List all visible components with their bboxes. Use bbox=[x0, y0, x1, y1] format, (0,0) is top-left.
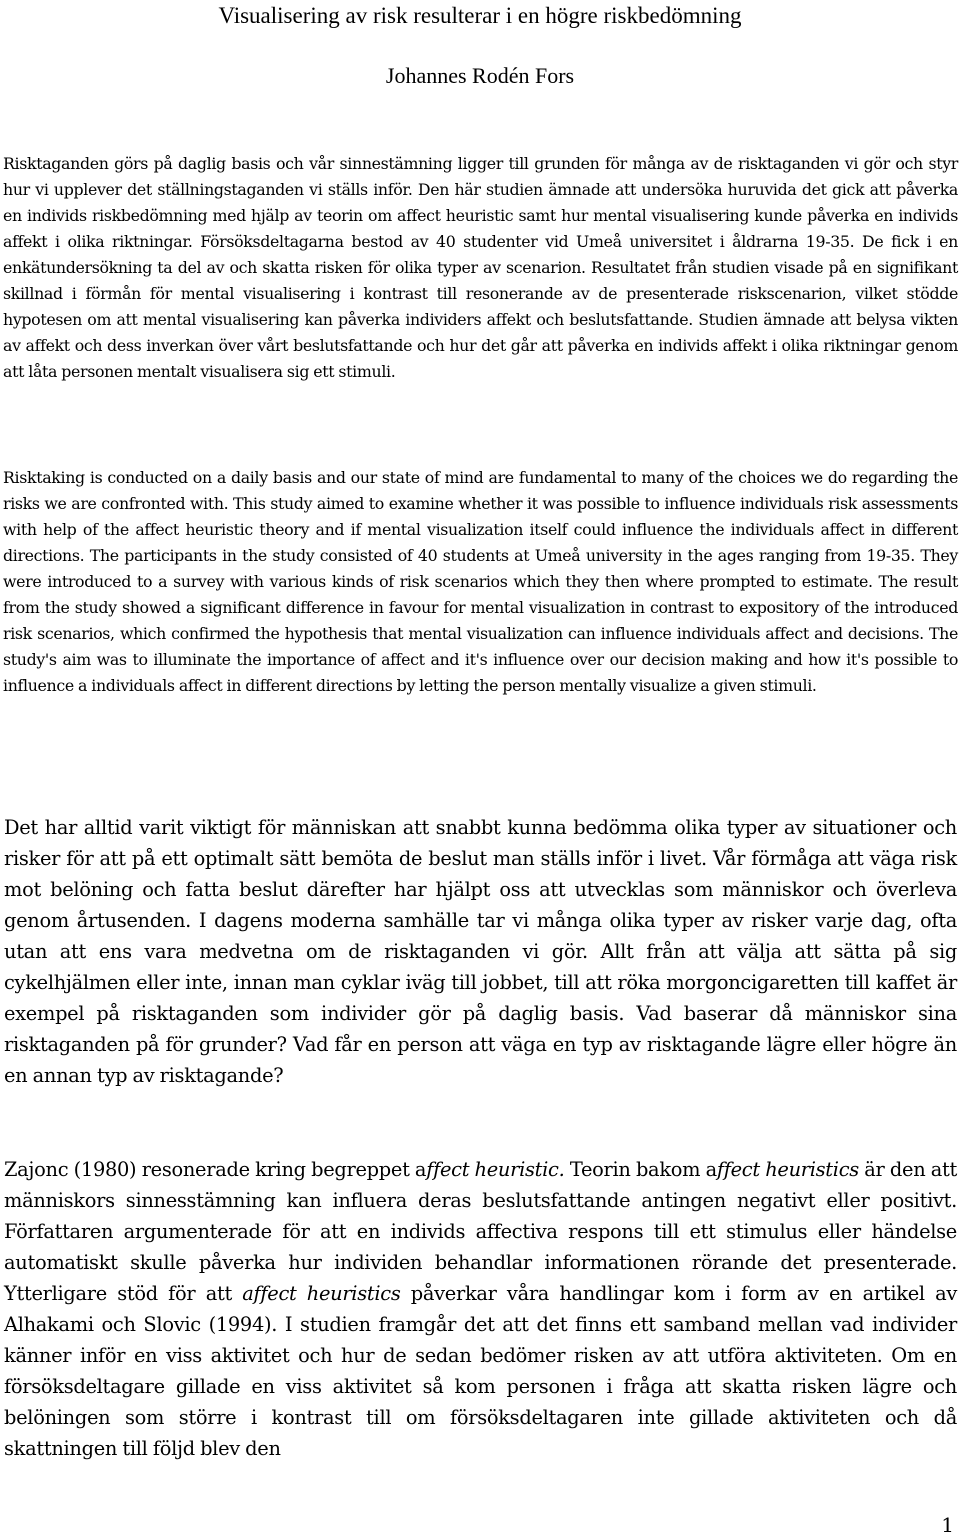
paragraph-text-segment: påverkar våra handlingar kom i form av en artikel av Alhakami och Slovic (1994). I studien framgår det att det finns ett samband mellan vad individer känner inför en viss aktivitet och hur de sedan bedömer risken av att utföra aktiviteten. Om en försöksdeltagare gillade en viss aktivitet så kom personen i fråga att skatta risken lägre och belöningen som större i kontrast till om försöksdeltagaren inte gillade aktiviteten och då skattningen till följd blev den bbox=[4, 1282, 957, 1460]
abstract-english: Risktaking is conducted on a daily basis and our state of mind are fundamental to many of the choices we do regarding the risks we are confronted with. This study aimed to examine whether it was possible to influence individuals risk assessments with help of the affect heuristic theory and if mental visualization itself could influence the individuals affect in different directions. The participants in the study consisted of 40 students at Umeå university in the ages ranging from 19-35. They were introduced to a survey with various kinds of risk scenarios which they then where prompted to estimate. The result from the study showed a significant difference in favour for mental visualization in contrast to expository of the introduced risk scenarios, which confirmed the hypothesis that mental visualization can influence individuals affect and decisions. The study's aim was to illuminate the importance of affect and it's influence over our decision making and how it's possible to influence a individuals affect in different directions by letting the person mentally visualize a given stimuli. bbox=[3, 468, 958, 695]
body-paragraph-intro: Det har alltid varit viktigt för människan att snabbt kunna bedömma olika typer av situationer och risker för att på ett optimalt sätt bemöta de beslut man ställs inför i livet. Vår förmåga att väga risk mot belöning och fatta beslut därefter har hjälpt oss att utvecklas som människor och överleva genom årtusenden. I dagens moderna samhälle tar vi många olika typer av risker varje dag, ofta utan att ens vara medvetna om de risktaganden vi gör. Allt från att välja att sätta på sig cykelhjälmen eller inte, innan man cyklar iväg till jobbet, till att röka morgoncigaretten till kaffet är exempel på risktaganden som individer gör på daglig basis. Vad baserar då människor sina risktaganden på för grunder? Vad får en person att väga en typ av risktagande lägre eller högre än en annan typ av risktagande? bbox=[4, 816, 957, 1087]
abstract-swedish: Risktaganden görs på daglig basis och vår sinnestämning ligger till grunden för många av de risktaganden vi gör och styr hur vi upplever det ställningstaganden vi ställs inför. Den här studien ämnade att undersöka huruvida det gick att påverka en individs riskbedömning med hjälp av teorin om affect heuristic samt hur mental visualisering kunde påverka en individs affekt i olika riktningar. Försöksdeltagarna bestod av 40 studenter vid Umeå universitet i åldrarna 19-35. De fick i en enkätundersökning ta del av och skatta risken för olika typer av scenarion. Resultatet från studien visade på en signifikant skillnad i förmån för mental visualisering i kontrast till resonerande av de presenterade riskscenarion, vilket stödde hypotesen om att mental visualisering kan påverka individers affekt och beslutsfattande. Studien ämnade att belysa vikten av affekt och dess inverkan över vårt beslutsfattande och hur det går att påverka en individs affekt i olika riktningar genom att låta personen mentalt visualisera sig ett stimuli. bbox=[3, 154, 958, 381]
page-number: 1 bbox=[941, 1513, 954, 1537]
author-name: Johannes Rodén Fors bbox=[385, 63, 575, 88]
body-paragraph-affect-heuristic bbox=[4, 1154, 957, 1464]
italic-term: ffect heuristic. bbox=[426, 1158, 565, 1181]
paragraph-text-segment: Teorin bakom a bbox=[564, 1158, 717, 1181]
document-title: Visualisering av risk resulterar i en högre riskbedömning bbox=[218, 3, 742, 28]
paragraph-text-segment: Zajonc (1980) resonerade kring begreppet a bbox=[4, 1158, 427, 1181]
italic-term: affect heuristics bbox=[242, 1282, 401, 1305]
paragraph-text-segment: är den att människors sinnesstämning kan influera deras beslutsfattande antingen negativt eller positivt. Författaren argumenterade för att en individs affectiva respons till ett stimulus eller händelse automatiskt skulle påverka hur individen behandlar informationen rörande det presenterade. Ytterligare stöd för att bbox=[4, 1158, 957, 1305]
italic-term: ffect heuristics bbox=[716, 1158, 859, 1181]
